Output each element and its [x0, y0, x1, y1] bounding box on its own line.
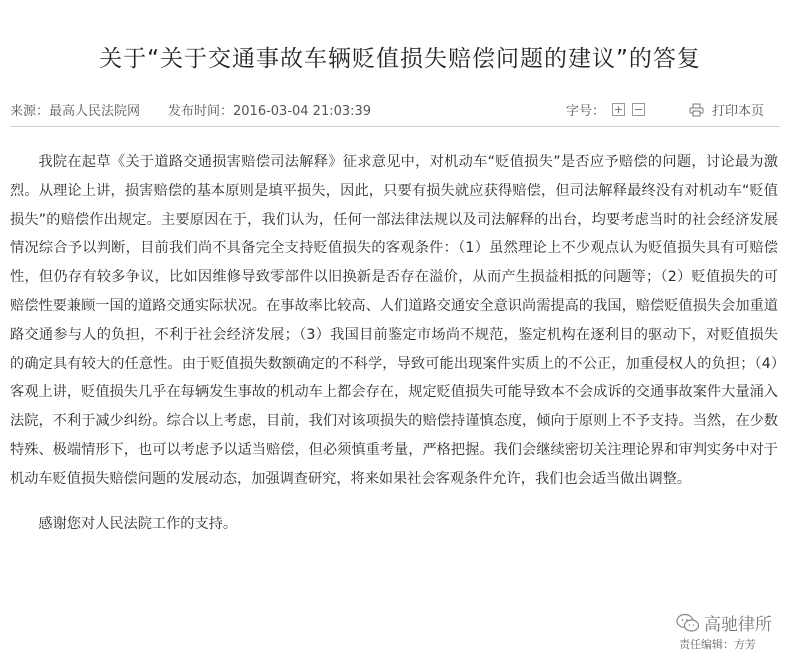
watermark-text: 高驰律所 [704, 615, 772, 635]
font-size-label: 字号： [566, 104, 606, 119]
printer-icon [689, 103, 704, 117]
font-increase-button[interactable]: + [613, 103, 624, 116]
watermark [676, 610, 772, 635]
editor-credit: 责任编辑：方芳 [679, 638, 756, 651]
publish-time: 发布时间：2016-03-04 21:03:39 [168, 104, 372, 119]
article-body [10, 148, 778, 538]
font-decrease-button[interactable]: − [633, 103, 644, 116]
header-divider [10, 126, 780, 127]
print-page-button[interactable] [689, 100, 764, 119]
body-paragraph: 我院在起草《关于道路交通损害赔偿司法解释》征求意见中，对机动车“贬值损失”是否应予赔偿的问题，讨论最为激烈。从理论上讲，损害赔偿的基本原则是填平损失，因此，只要有损失就应获得赔偿，但司法解释最终没有对机动车“贬值损失”的赔偿作出规定。主要原因在于，我们认为，任何一部法律法规以及司法解释的出台，均要考虑当时的社会经济发展情况综合予以判断，目前我们尚不具备完全支持贬值损失的客观条件：（1）虽然理论上不少观点认为贬值损失具有可赔偿性，但仍存有较多争议，比如因维修导致零部件以旧换新是否存在溢价，从而产生损益相抵的问题等；（2）贬值损失的可赔偿性要兼顾一国的道路交通实际状况。在事故率比较高、人们道路交通安全意识尚需提高的我国，赔偿贬值损失会加重道路交通参与人的负担，不利于社会经济发展；（3）我国目前鉴定市场尚不规范，鉴定机构在逐利目的驱动下，对贬值损失的确定具有较大的任意性。由于贬值损失数额确定的不科学，导致可能出现案件实质上的不公正，加重侵权人的负担；（4）客观上讲，贬值损失几乎在每辆发生事故的机动车上都会存在，规定贬值损失可能导致本不会成诉的交通事故案件大量涌入法院，不利于减少纠纷。综合以上考虑，目前，我们对该项损失的赔偿持谨慎态度，倾向于原则上不予支持。当然，在少数特殊、极端情形下，也可以考虑予以适当赔偿，但必须慎重考量，严格把握。我们会继续密切关注理论界和审判实务中对于机动车贬值损失赔偿问题的发展动态，加强调查研究，将来如果社会客观条件允许，我们也会适当做出调整。 [10, 154, 778, 487]
wechat-icon [676, 613, 700, 633]
article-source: 来源：最高人民法院网 [10, 104, 141, 119]
thanks-paragraph: 感谢您对人民法院工作的支持。 [38, 515, 238, 532]
article-meta [0, 98, 800, 120]
font-size-control [566, 100, 645, 119]
print-label: 打印本页 [712, 104, 765, 119]
page-title: 关于“关于交通事故车辆贬值损失赔偿问题的建议”的答复 [99, 46, 701, 72]
